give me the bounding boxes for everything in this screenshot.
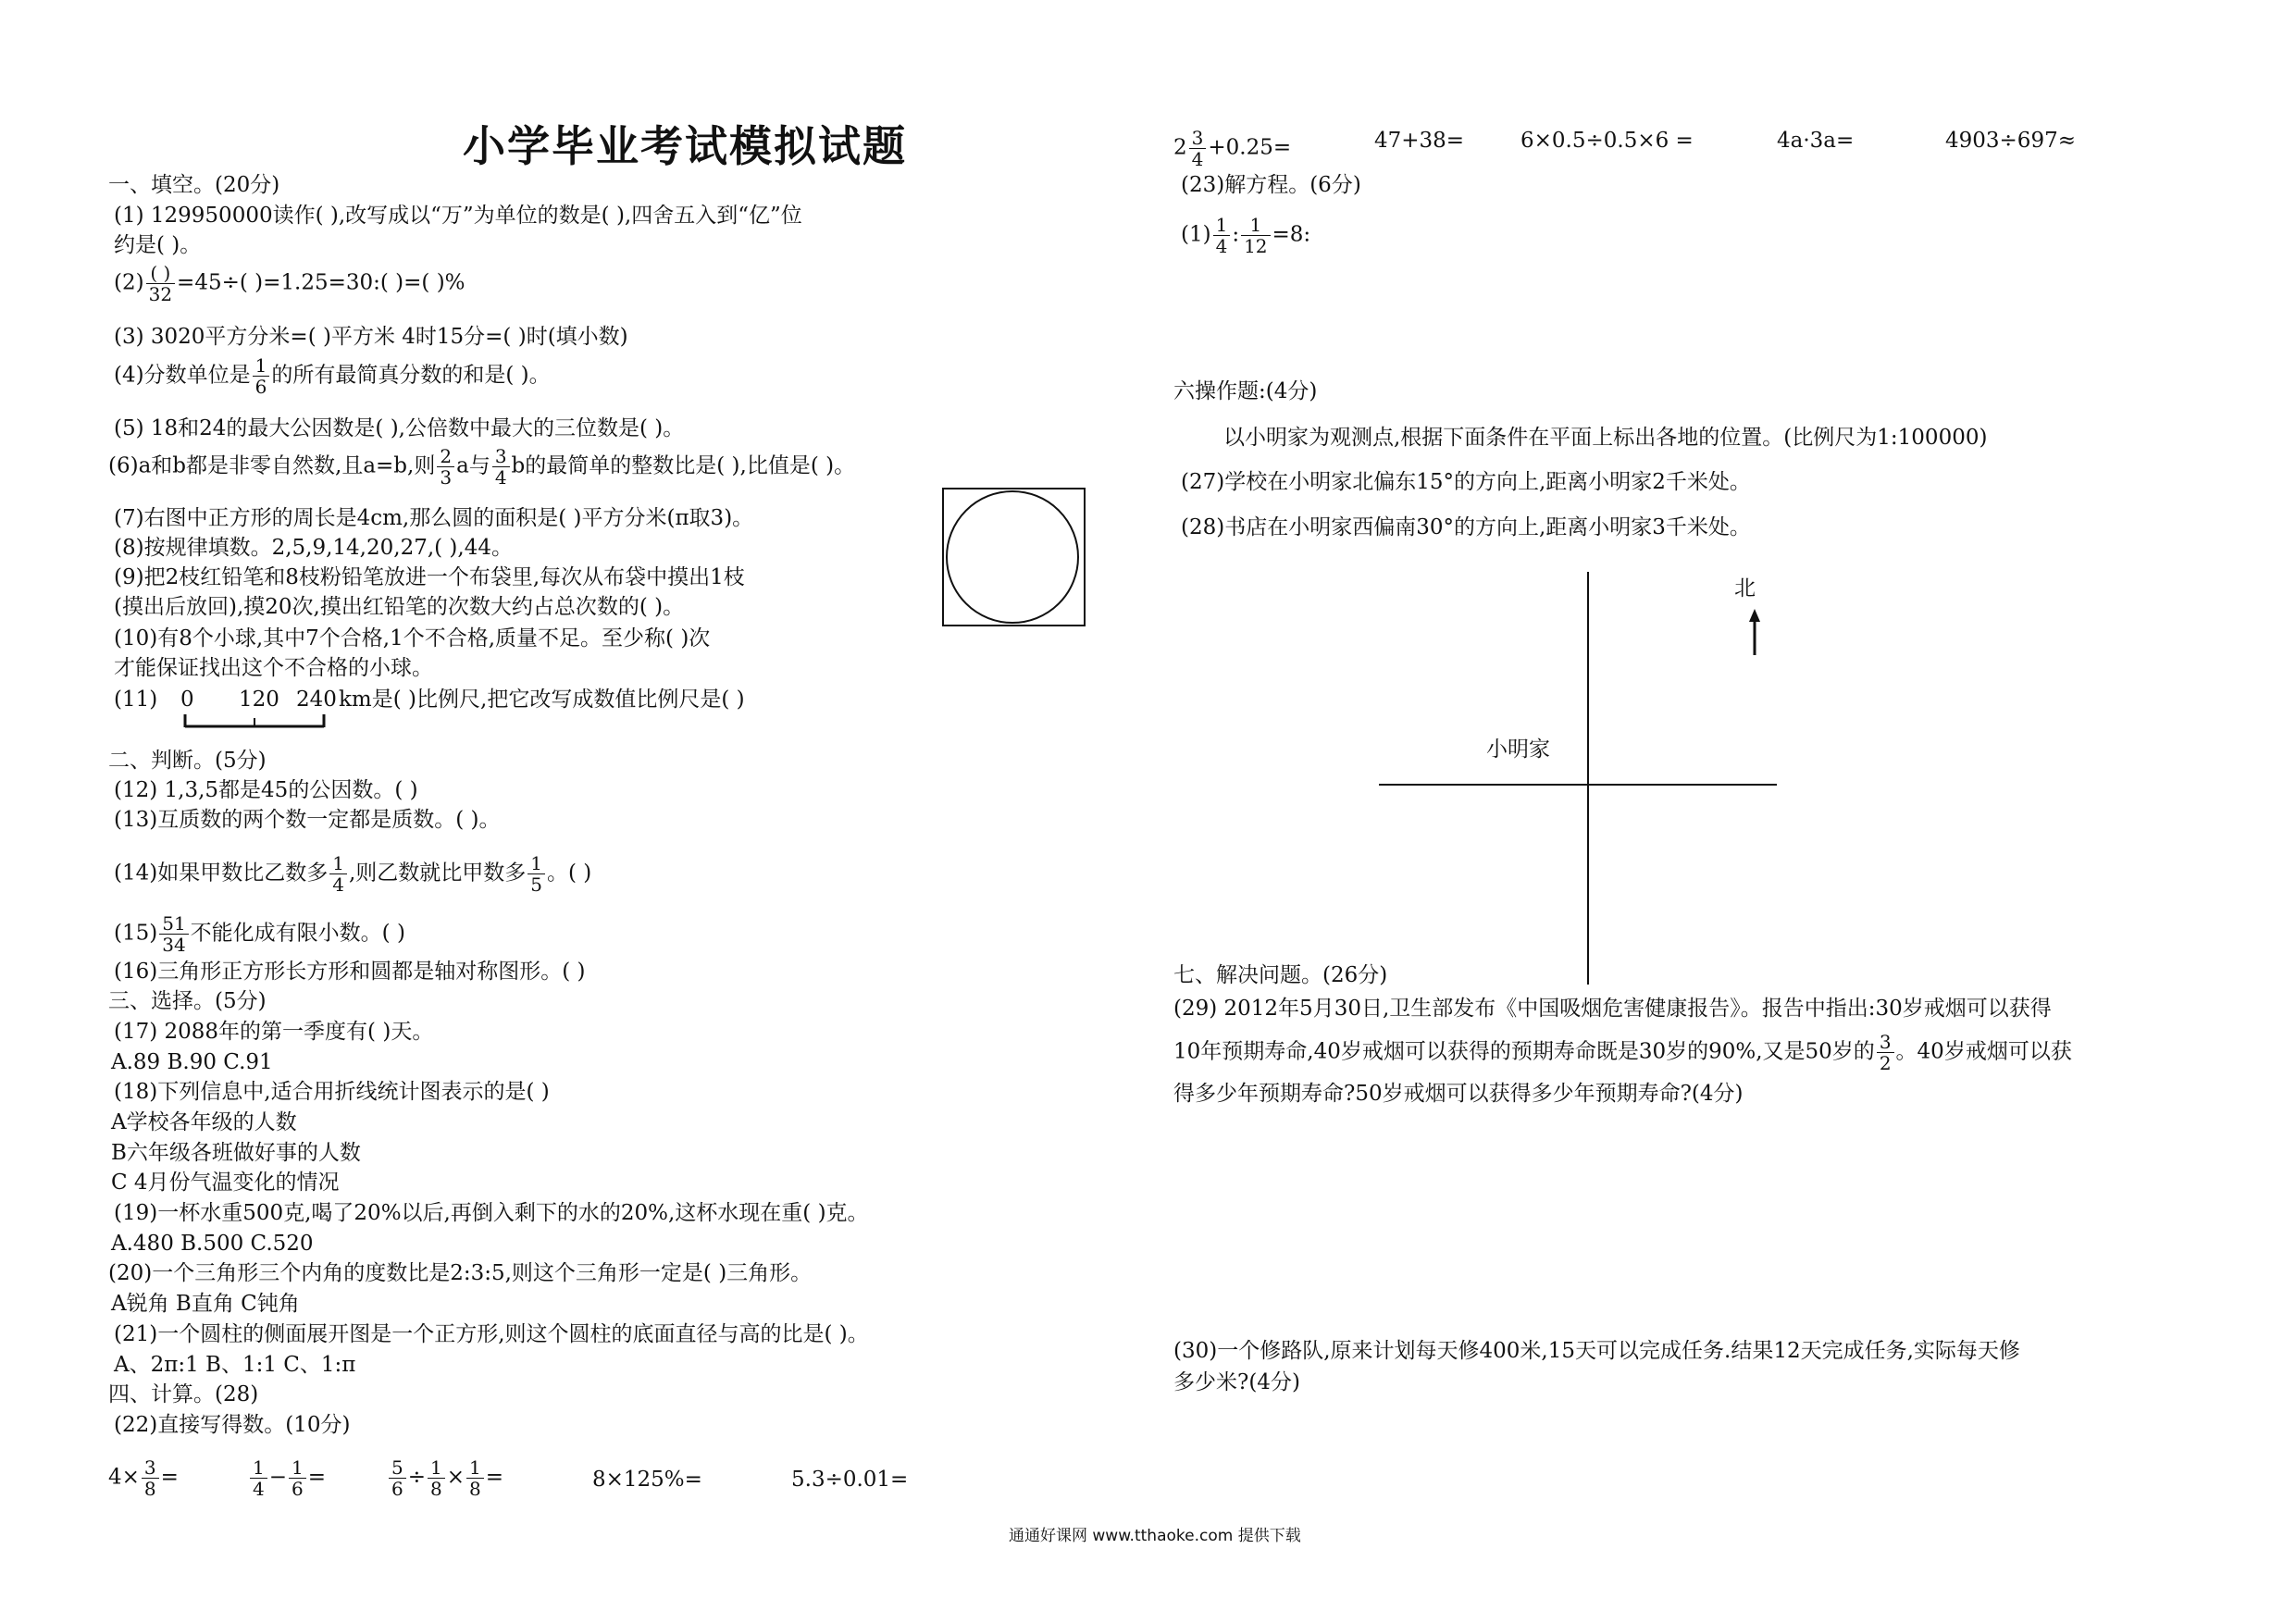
fraction: $\frac{3}{4}$	[492, 446, 510, 488]
home-label: 小明家	[1486, 737, 1550, 762]
question-8: (8)按规律填数。2,5,9,14,20,27,( ),44。	[114, 536, 513, 560]
question-11-text: km是( )比例尺,把它改写成数值比例尺是( )	[339, 688, 745, 712]
question-9-line-1: (9)把2枝红铅笔和8枝粉铅笔放进一个布袋里,每次从布袋中摸出1枝	[114, 565, 745, 589]
question-19: (19)一杯水重500克,喝了20%以后,再倒入剩下的水的20%,这杯水现在重( )克。	[114, 1201, 869, 1225]
calc-4: 8×125%=	[592, 1468, 702, 1492]
question-7: (7)右图中正方形的周长是4cm,那么圆的面积是( )平方分米(π取3)。	[114, 506, 754, 530]
fraction: $\frac{3}{8}$	[142, 1457, 159, 1499]
north-arrow-head-icon	[1749, 609, 1760, 622]
page-title: 小学毕业考试模拟试题	[463, 121, 907, 171]
fraction: $\frac{( )}{32}$	[146, 263, 175, 304]
question-17: (17) 2088年的第一季度有( )天。	[114, 1020, 434, 1044]
scale-tick-0: 0	[180, 688, 194, 712]
fraction: $\frac{1}{8}$	[466, 1457, 484, 1499]
question-17-options: A.89 B.90 C.91	[111, 1050, 273, 1074]
section-6-heading: 六操作题:(4分)	[1173, 379, 1318, 403]
question-19-options: A.480 B.500 C.520	[111, 1232, 314, 1256]
fraction: $\frac{1}{6}$	[289, 1457, 306, 1499]
question-2	[114, 263, 465, 304]
section-3-heading: 三、选择。(5分)	[108, 989, 267, 1013]
question-22: (22)直接写得数。(10分)	[114, 1413, 351, 1437]
fraction: $\frac{1}{8}$	[428, 1457, 445, 1499]
fraction: $\frac{1}{4}$	[329, 853, 347, 895]
calc-1: 4× $\frac{3}{8}$ =	[108, 1456, 179, 1500]
question-29-line-1: (29) 2012年5月30日,卫生部发布《中国吸烟危害健康报告》。报告中指出:30岁戒烟可以获得	[1173, 997, 2052, 1021]
calc-row-3: 6×0.5÷0.5×6 =	[1520, 129, 1694, 153]
question-14: (14)如果甲数比乙数多 $\frac{1}{4}$ ,则乙数就比甲数多 $\frac{1}{5}$ 。( )	[114, 852, 592, 896]
scale-bar	[176, 711, 333, 733]
question-13: (13)互质数的两个数一定都是质数。( )。	[114, 808, 501, 832]
question-18-option-c: C 4月份气温变化的情况	[111, 1171, 340, 1195]
section-6-intro: 以小明家为观测点,根据下面条件在平面上标出各地的位置。(比例尺为1:100000)	[1223, 426, 1988, 450]
section-1-heading: 一、填空。(20分)	[108, 173, 280, 197]
section-7-heading: 七、解决问题。(26分)	[1173, 963, 1388, 987]
calc-row-5: 4903÷697≈	[1945, 129, 2076, 153]
fraction: $\frac{1}{4}$	[250, 1457, 267, 1499]
question-3: (3) 3020平方分米=( )平方米 4时15分=( )时(填小数)	[114, 325, 628, 349]
question-5: (5) 18和24的最大公因数是( ),公倍数中最大的三位数是( )。	[114, 416, 685, 440]
question-2-prefix: (2)	[114, 270, 144, 295]
fraction: $\frac{1}{5}$	[527, 853, 545, 895]
scale-tick-240: 240	[296, 688, 337, 712]
question-21-options: A、2π:1 B、1:1 C、1:π	[114, 1353, 356, 1377]
question-10-line-2: 才能保证找出这个不合格的小球。	[114, 656, 433, 680]
north-label: 北	[1734, 576, 1756, 601]
fraction: $\frac{51}{34}$	[159, 913, 188, 955]
question-20: (20)一个三角形三个内角的度数比是2:3:5,则这个三角形一定是( )三角形。	[108, 1261, 813, 1285]
fraction: $\frac{5}{6}$	[389, 1457, 406, 1499]
question-15: (15) $\frac{51}{34}$ 不能化成有限小数。( )	[114, 912, 405, 956]
question-18-option-a: A学校各年级的人数	[111, 1110, 297, 1134]
position-diagram	[1370, 566, 1795, 992]
calc-row-2: 47+38=	[1374, 129, 1465, 153]
question-9-line-2: (摸出后放回),摸20次,摸出红铅笔的次数大约占总次数的( )。	[114, 595, 685, 619]
question-4: (4)分数单位是 $\frac{1}{6}$ 的所有最简真分数的和是( )。	[114, 354, 551, 398]
section-4-heading: 四、计算。(28)	[108, 1382, 259, 1406]
section-2-heading: 二、判断。(5分)	[108, 749, 267, 773]
fraction: $\frac{2}{3}$	[437, 446, 454, 488]
question-20-options: A锐角 B直角 C钝角	[111, 1292, 300, 1316]
calc-5: 5.3÷0.01=	[791, 1468, 909, 1492]
question-30-line-2: 多少米?(4分)	[1173, 1370, 1300, 1394]
fraction: $\frac{1}{4}$	[1213, 215, 1231, 256]
question-16: (16)三角形正方形长方形和圆都是轴对称图形。( )	[114, 960, 586, 984]
question-21: (21)一个圆柱的侧面展开图是一个正方形,则这个圆柱的底面直径与高的比是( )。	[114, 1322, 869, 1346]
question-18-option-b: B六年级各班做好事的人数	[111, 1141, 361, 1165]
question-30-line-1: (30)一个修路队,原来计划每天修400米,15天可以完成任务.结果12天完成任务,实际每天修	[1173, 1339, 2020, 1363]
calc-3: $\frac{5}{6}$ ÷ $\frac{1}{8}$ × $\frac{1}{8}$ =	[387, 1457, 503, 1499]
question-12: (12) 1,3,5都是45的公因数。( )	[114, 778, 418, 802]
scale-tick-120: 120	[239, 688, 279, 712]
fraction: $\frac{3}{2}$	[1877, 1032, 1894, 1073]
question-28: (28)书店在小明家西偏南30°的方向上,距离小明家3千米处。	[1181, 515, 1751, 539]
question-1-line-2: 约是( )。	[114, 233, 202, 257]
question-27: (27)学校在小明家北偏东15°的方向上,距离小明家2千米处。	[1181, 470, 1751, 494]
question-18: (18)下列信息中,适合用折线统计图表示的是( )	[114, 1080, 550, 1104]
fraction: $\frac{1}{6}$	[253, 355, 270, 397]
question-1-line-1: (1) 129950000读作( ),改写成以“万”为单位的数是( ),四舍五入到“亿”位	[114, 204, 802, 228]
question-11-prefix: (11)	[114, 688, 158, 712]
fraction: $\frac{3}{4}$	[1189, 128, 1207, 169]
fraction: $\frac{1}{12}$	[1241, 215, 1270, 256]
question-6: (6)a和b都是非零自然数,且a=b,则 $\frac{2}{3}$ a与 $\frac{3}{4}$ b的最简单的整数比是( ),比值是( )。	[108, 445, 856, 489]
equation-1: (1) $\frac{1}{4}$ : $\frac{1}{12}$ =8:	[1181, 214, 1311, 257]
question-29-line-2: 10年预期寿命,40岁戒烟可以获得的预期寿命既是30岁的90%,又是50岁的 $\frac{3}{2}$ 。40岁戒烟可以获	[1173, 1031, 2072, 1074]
footer-credit: 通通好课网 www.tthaoke.com 提供下载	[1009, 1527, 1301, 1545]
question-10-line-1: (10)有8个小球,其中7个合格,1个不合格,质量不足。至少称( )次	[114, 626, 711, 650]
question-2-text: =45÷( )=1.25=30:( )=( )%	[177, 270, 465, 295]
calc-row-4: 4a·3a=	[1777, 129, 1855, 153]
question-29-line-3: 得多少年预期寿命?50岁戒烟可以获得多少年预期寿命?(4分)	[1173, 1082, 1744, 1106]
calc-row-1: 2 $\frac{3}{4}$ +0.25=	[1173, 127, 1292, 170]
question-23: (23)解方程。(6分)	[1181, 173, 1361, 197]
calc-2: $\frac{1}{4}$ − $\frac{1}{6}$ =	[248, 1457, 326, 1499]
circle-figure	[946, 490, 1079, 624]
